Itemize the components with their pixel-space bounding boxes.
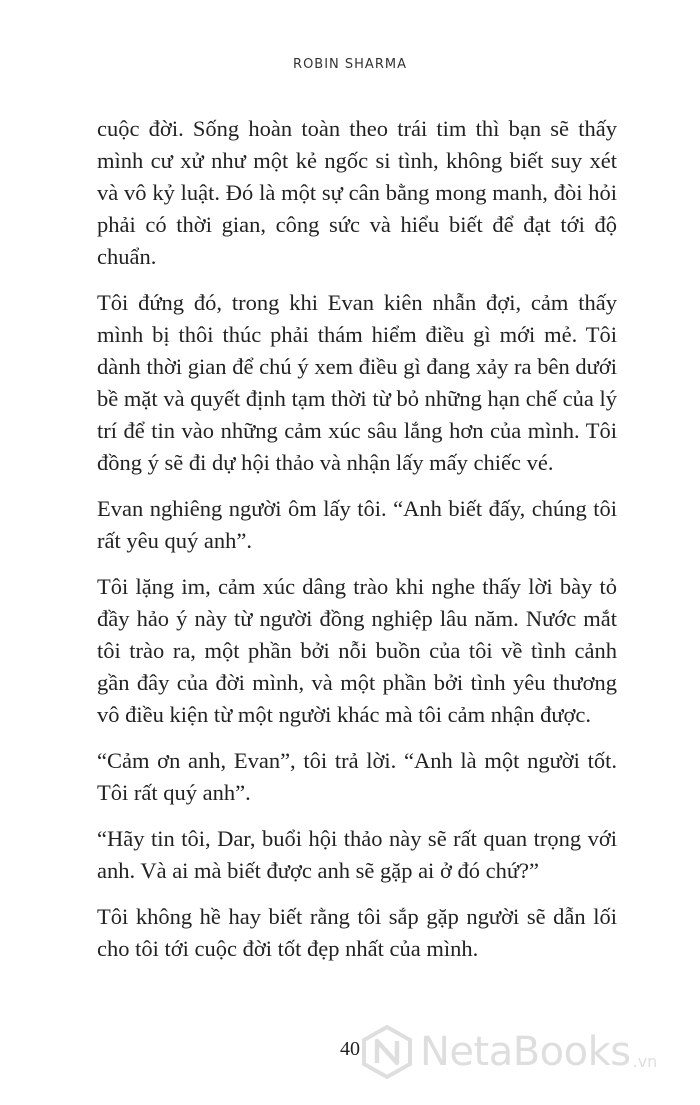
paragraph: Tôi không hề hay biết rằng tôi sắp gặp người sẽ dẫn lối cho tôi tới cuộc đời tốt đẹp nhất của mình. bbox=[97, 904, 617, 961]
netabooks-logo-icon bbox=[360, 1025, 414, 1079]
paragraph: Evan nghiêng người ôm lấy tôi. “Anh biết đấy, chúng tôi rất yêu quý anh”. bbox=[97, 496, 617, 553]
paragraph: “Hãy tin tôi, Dar, buổi hội thảo này sẽ rất quan trọng với anh. Và ai mà biết được anh sẽ gặp ai ở đó chứ?” bbox=[97, 826, 617, 883]
paragraph: Tôi đứng đó, trong khi Evan kiên nhẫn đợi, cảm thấy mình bị thôi thúc phải thám hiểm điều gì mới mẻ. Tôi dành thời gian để chú ý xem điều gì đang xảy ra bên dưới bề mặt và quyết định tạm thời từ bỏ những hạn chế của lý trí để tin vào những cảm xúc sâu lắng hơn của mình. Tôi đồng ý sẽ đi dự hội thảo và nhận lấy mấy chiếc vé. bbox=[97, 290, 617, 475]
body-text bbox=[97, 113, 617, 979]
watermark bbox=[360, 1022, 657, 1082]
running-header: ROBIN SHARMA bbox=[293, 57, 407, 72]
watermark-suffix: .vn bbox=[632, 1051, 658, 1071]
paragraph: cuộc đời. Sống hoàn toàn theo trái tim thì bạn sẽ thấy mình cư xử như một kẻ ngốc si tình, không biết suy xét và vô kỷ luật. Đó là một sự cân bằng mong manh, đòi hỏi phải có thời gian, công sức và hiểu biết để đạt tới độ chuẩn. bbox=[97, 116, 617, 269]
paragraph: “Cảm ơn anh, Evan”, tôi trả lời. “Anh là một người tốt. Tôi rất quý anh”. bbox=[97, 748, 617, 805]
watermark-brand: NetaBooks bbox=[420, 1029, 631, 1075]
page-number: 40 bbox=[340, 1038, 360, 1060]
paragraph: Tôi lặng im, cảm xúc dâng trào khi nghe thấy lời bày tỏ đầy hảo ý này từ người đồng nghiệp lâu năm. Nước mắt tôi trào ra, một phần bởi nỗi buồn của tôi về tình cảnh gần đây của đời mình, và một phần bởi tình yêu thương vô điều kiện từ một người khác mà tôi cảm nhận được. bbox=[97, 574, 617, 727]
